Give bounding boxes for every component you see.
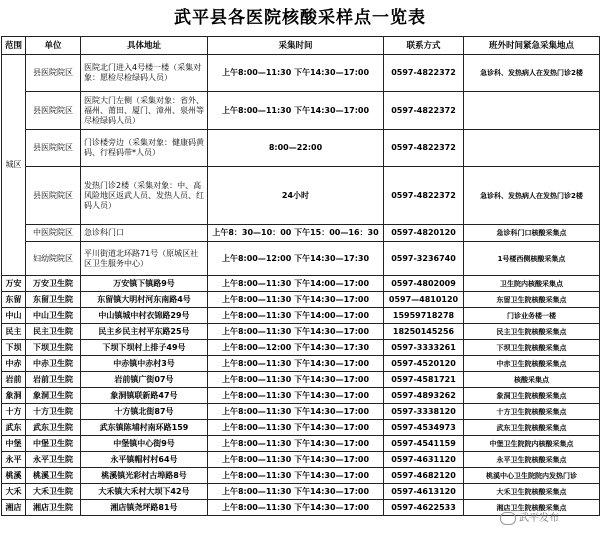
address-cell: 平川街道北环路71号（原城区社区卫生服务中心）: [81, 242, 208, 276]
after-hours-cell: 武东卫生院核酸采集点: [464, 420, 600, 436]
table-row: [2, 276, 600, 292]
time-cell: 上午8:00—11:30 下午14:30—17:00: [208, 404, 384, 420]
after-hours-cell: 中堡卫生院院内核酸采集点: [464, 436, 600, 452]
unit-cell: 永平卫生院: [26, 452, 81, 468]
after-hours-cell: 核酸采集点: [464, 372, 600, 388]
table-row: [2, 404, 600, 420]
address-cell: 发热门诊2楼（采集对象：中、高风险地区返武人员、发热人员、红码人员）: [81, 167, 208, 225]
after-hours-cell: 永平卫生院核酸采集点: [464, 452, 600, 468]
after-hours-cell: 十方卫生院核酸采集点: [464, 404, 600, 420]
time-cell: 8:00—22:00: [208, 130, 384, 167]
address-cell: 医院北门进入4号楼一楼（采集对象：愿检尽检绿码人员）: [81, 55, 208, 92]
time-cell: 上午8:00—11:30 下午14:30—17:00: [208, 324, 384, 340]
after-hours-cell: 桃溪中心卫生院院内发热门诊: [464, 468, 600, 484]
phone-cell: 0597-4802009: [384, 276, 464, 292]
phone-cell: 0597-3338120: [384, 404, 464, 420]
table-row: [2, 167, 600, 225]
area-cell: 中堡: [2, 436, 26, 452]
address-cell: 十方镇北街87号: [81, 404, 208, 420]
unit-cell: 大禾卫生院: [26, 484, 81, 500]
after-hours-cell: 东留卫生院核酸采集点: [464, 292, 600, 308]
unit-cell: 象洞卫生院: [26, 388, 81, 404]
watermark: [500, 509, 559, 525]
phone-cell: 0597-4682120: [384, 468, 464, 484]
unit-cell: 中堡卫生院: [26, 436, 81, 452]
sampling-sites-table: [1, 36, 600, 516]
area-cell: 武东: [2, 420, 26, 436]
phone-cell: 0597—4810120: [384, 292, 464, 308]
phone-cell: 0597-4631120: [384, 452, 464, 468]
unit-cell: 下坝卫生院: [26, 340, 81, 356]
phone-cell: 0597-4541159: [384, 436, 464, 452]
address-cell: 象洞镇联新路47号: [81, 388, 208, 404]
area-cell: 中赤: [2, 356, 26, 372]
address-cell: 民主乡民主村平东路25号: [81, 324, 208, 340]
phone-cell: 18250145256: [384, 324, 464, 340]
after-hours-cell: 下坝卫生院核酸采集点: [464, 340, 600, 356]
unit-cell: 民主卫生院: [26, 324, 81, 340]
unit-cell: 县医院院区: [26, 55, 81, 92]
header-unit: 单位: [26, 37, 81, 55]
area-cell: 象洞: [2, 388, 26, 404]
time-cell: 上午8:00—11:30 下午14:30—17:00: [208, 500, 384, 516]
unit-cell: 中山卫生院: [26, 308, 81, 324]
page-title: 武平县各医院核酸采样点一览表: [174, 8, 426, 28]
area-cell: 岩前: [2, 372, 26, 388]
phone-cell: 0597-4822372: [384, 167, 464, 225]
unit-cell: 岩前卫生院: [26, 372, 81, 388]
address-cell: 中赤镇中赤村3号: [81, 356, 208, 372]
table-row: [2, 242, 600, 276]
time-cell: 上午8:00—11:30 下午14:30—17:00: [208, 92, 384, 130]
unit-cell: 妇幼院院区: [26, 242, 81, 276]
unit-cell: 万安卫生院: [26, 276, 81, 292]
area-cell: 万安: [2, 276, 26, 292]
table-row: [2, 55, 600, 92]
phone-cell: 0597-4622533: [384, 500, 464, 516]
table-row: [2, 484, 600, 500]
address-cell: 万安镇下镇路9号: [81, 276, 208, 292]
time-cell: 上午8:00—11:30 下午14:30—17:00: [208, 420, 384, 436]
address-cell: 医院大门左侧（采集对象：省外、福州、莆田、厦门、漳州、泉州等尽检绿码人员）: [81, 92, 208, 130]
after-hours-cell: 门诊业务楼一楼: [464, 308, 600, 324]
phone-cell: 15959718278: [384, 308, 464, 324]
time-cell: 上午8:00—11:30 下午14:30—17:00: [208, 356, 384, 372]
time-cell: 上午8：30—10：00 下午15：00—16：30: [208, 225, 384, 242]
header-row: [2, 37, 600, 55]
unit-cell: 湘店卫生院: [26, 500, 81, 516]
after-hours-cell: 1号楼西侧核酸采集点: [464, 242, 600, 276]
phone-cell: 0597-4581721: [384, 372, 464, 388]
address-cell: 桃溪镇光彩村古埠路8号: [81, 468, 208, 484]
time-cell: 上午8:00—11:30 下午14:30—17:00: [208, 436, 384, 452]
address-cell: 门诊楼旁边（采集对象：健康码黄码、行程码带*人员）: [81, 130, 208, 167]
unit-cell: 武东卫生院: [26, 420, 81, 436]
time-cell: 上午8:00—11:30 下午14:00—17:00: [208, 308, 384, 324]
header-address: 具体地址: [81, 37, 208, 55]
unit-cell: 桃溪卫生院: [26, 468, 81, 484]
time-cell: 上午8:00—11:30 下午14:30—17:00: [208, 452, 384, 468]
table-row: [2, 340, 600, 356]
address-cell: 中山镇城中村衣锦路29号: [81, 308, 208, 324]
time-cell: 上午8:00—11:30 下午14:30—17:00: [208, 484, 384, 500]
phone-cell: 0597-4613120: [384, 484, 464, 500]
phone-cell: 0597-4822372: [384, 92, 464, 130]
address-cell: 湘店镇尧坪路81号: [81, 500, 208, 516]
time-cell: 24小时: [208, 167, 384, 225]
unit-cell: 中医院院区: [26, 225, 81, 242]
header-phone: 联系方式: [384, 37, 464, 55]
phone-cell: 0597-4822372: [384, 130, 464, 167]
table-row: [2, 308, 600, 324]
after-hours-cell: 民主卫生院核酸采集点: [464, 324, 600, 340]
address-cell: 岩前镇广街07号: [81, 372, 208, 388]
table-row: [2, 372, 600, 388]
area-cell: 永平: [2, 452, 26, 468]
area-cell: 民主: [2, 324, 26, 340]
time-cell: 上午8:00—11:30 下午14:30—17:00: [208, 372, 384, 388]
header-time: 采集时间: [208, 37, 384, 55]
after-hours-cell: 象洞卫生院核酸采集点: [464, 388, 600, 404]
table-row: [2, 468, 600, 484]
unit-cell: 县医院院区: [26, 92, 81, 130]
table-row: [2, 452, 600, 468]
table-row: [2, 292, 600, 308]
phone-cell: 0597-4534973: [384, 420, 464, 436]
after-hours-cell: 急诊科、发热病人在发热门诊2楼: [464, 55, 600, 92]
address-cell: 永平镇帽村村64号: [81, 452, 208, 468]
area-cell: 东留: [2, 292, 26, 308]
phone-cell: 0597-3236740: [384, 242, 464, 276]
table-row: [2, 92, 600, 130]
table-row: [2, 356, 600, 372]
table-row: [2, 225, 600, 242]
address-cell: 急诊科门口: [81, 225, 208, 242]
table-row: [2, 436, 600, 452]
time-cell: 上午8:00—11:30 下午14:30—17:00: [208, 292, 384, 308]
area-cell: 中山: [2, 308, 26, 324]
after-hours-cell: 湘店卫生院核酸采集点: [464, 500, 600, 516]
address-cell: 大禾镇大禾村大坝下42号: [81, 484, 208, 500]
unit-cell: 县医院院区: [26, 130, 81, 167]
unit-cell: 中赤卫生院: [26, 356, 81, 372]
table-row: [2, 420, 600, 436]
table-row: [2, 130, 600, 167]
unit-cell: 东留卫生院: [26, 292, 81, 308]
time-cell: 上午8:00—11:30 下午14:30—17:00: [208, 468, 384, 484]
phone-cell: 0597-3333261: [384, 340, 464, 356]
area-cell: 下坝: [2, 340, 26, 356]
area-cell: 桃溪: [2, 468, 26, 484]
unit-cell: 县医院院区: [26, 167, 81, 225]
area-cell: 城区: [2, 55, 26, 276]
time-cell: 上午8:00—12:00 下午14:30—17:30: [208, 242, 384, 276]
after-hours-cell: 大禾卫生院核酸采集点: [464, 484, 600, 500]
after-hours-cell: 急诊科门口核酸采集点: [464, 225, 600, 242]
table-row: [2, 388, 600, 404]
address-cell: 东留镇大明村河东南路4号: [81, 292, 208, 308]
after-hours-cell: 卫生院内核酸采集点: [464, 276, 600, 292]
area-cell: 十方: [2, 404, 26, 420]
unit-cell: 十方卫生院: [26, 404, 81, 420]
header-after-hours: 班外时间紧急采集地点: [464, 37, 600, 55]
time-cell: 上午8:00—11:30 下午14:30—17:00: [208, 388, 384, 404]
after-hours-cell: 急诊科、发热病人在发热门诊2楼: [464, 167, 600, 225]
address-cell: 武东镇陈埔村南环路159: [81, 420, 208, 436]
after-hours-cell: [464, 92, 600, 130]
header-area: 范围: [2, 37, 26, 55]
table-row: [2, 324, 600, 340]
after-hours-cell: 中赤卫生院核酸采集点: [464, 356, 600, 372]
address-cell: 下坝下坝村上排子49号: [81, 340, 208, 356]
time-cell: 上午8:00—11:30 下午14:00—17:00: [208, 276, 384, 292]
address-cell: 中堡镇中心街9号: [81, 436, 208, 452]
phone-cell: 0597-4822372: [384, 55, 464, 92]
time-cell: 上午8:00—12:00 下午14:30—17:30: [208, 340, 384, 356]
after-hours-cell: [464, 130, 600, 167]
watermark-text: 武平发布: [519, 513, 559, 524]
area-cell: 湘店: [2, 500, 26, 516]
time-cell: 上午8:00—11:30 下午14:30—17:00: [208, 55, 384, 92]
phone-cell: 0597-4520120: [384, 356, 464, 372]
phone-cell: 0597-4893262: [384, 388, 464, 404]
phone-cell: 0597-4820120: [384, 225, 464, 242]
wechat-icon: [500, 512, 516, 525]
area-cell: 大禾: [2, 484, 26, 500]
